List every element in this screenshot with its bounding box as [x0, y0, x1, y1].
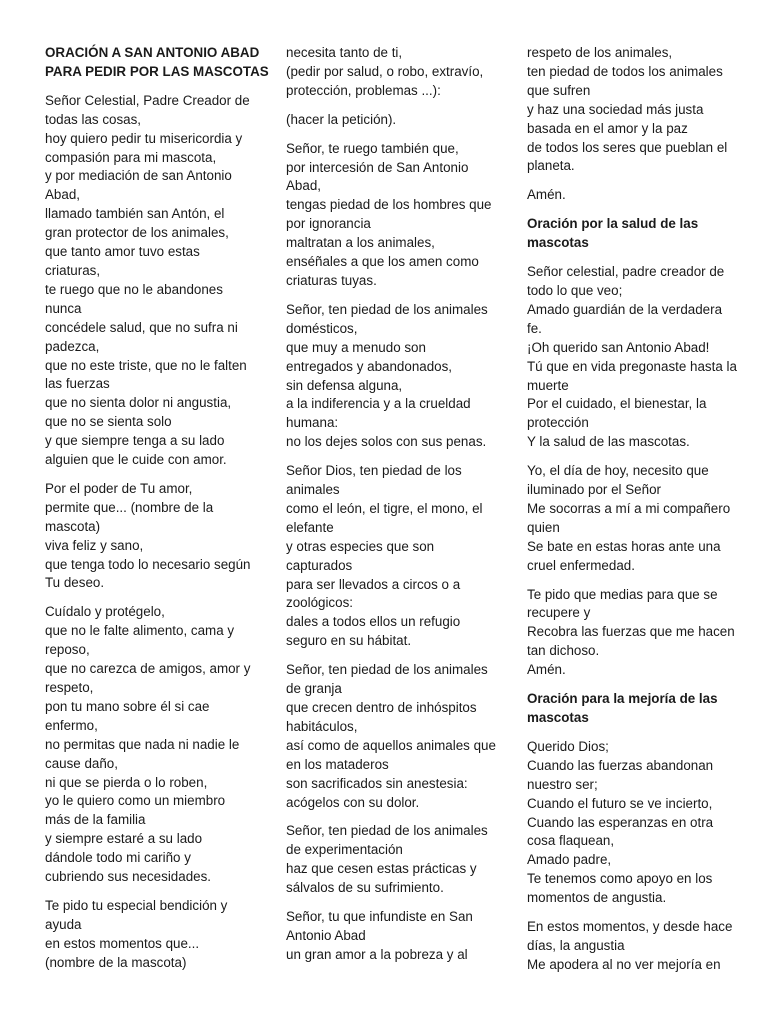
text-line: protección, problemas ...): [286, 82, 441, 98]
text-line: de todos los seres que pueblan el [527, 139, 728, 155]
text-line: Querido Dios; [527, 738, 609, 754]
text-line: (hacer la petición). [286, 111, 397, 127]
text-line: nunca [45, 300, 82, 316]
text-line: que sufren [527, 82, 591, 98]
text-line: habitáculos, [286, 718, 358, 734]
text-line: Abad, [45, 187, 80, 203]
text-line: cause daño, [45, 755, 118, 771]
text-line: por intercesión de San Antonio [286, 159, 469, 175]
text-line: las fuerzas [45, 376, 110, 392]
text-line: En estos momentos, y desde hace [527, 919, 733, 935]
text-line: que no sienta dolor ni angustia, [45, 395, 232, 411]
text-line: ¡Oh querido san Antonio Abad! [527, 339, 710, 355]
text-line: para ser llevados a circos o a [286, 576, 461, 592]
text-line: de granja [286, 681, 342, 697]
prayer-paragraph [527, 918, 737, 975]
prayer-paragraph [527, 186, 737, 205]
text-column-2 [286, 44, 496, 975]
text-line: yo le quiero como un miembro [45, 793, 226, 809]
prayer-paragraph [286, 661, 496, 812]
text-line: dales a todos ellos un refugio [286, 614, 461, 630]
text-line: por ignorancia [286, 216, 371, 232]
text-line: acógelos con su dolor. [286, 794, 420, 810]
text-line: cruel enfermedad. [527, 557, 635, 573]
prayer-paragraph [527, 44, 737, 176]
prayer-paragraph [286, 462, 496, 651]
prayer-paragraph [527, 586, 737, 681]
text-line: elefante [286, 519, 334, 535]
text-line: momentos de angustia. [527, 890, 667, 906]
text-line: Te tenemos como apoyo en los [527, 871, 713, 887]
text-line: pon tu mano sobre él si cae [45, 698, 210, 714]
text-line: PARA PEDIR POR LAS MASCOTAS [45, 63, 269, 79]
text-line: ORACIÓN A SAN ANTONIO ABAD [45, 45, 260, 60]
prayer-paragraph [45, 897, 273, 973]
text-line: animales [286, 482, 340, 498]
text-line: que no se sienta solo [45, 414, 172, 430]
text-line: Amén. [527, 187, 566, 203]
text-line: Por el poder de Tu amor, [45, 480, 193, 496]
text-line: no los dejes solos con sus penas. [286, 434, 487, 450]
text-line: Y la salud de las mascotas. [527, 434, 690, 450]
text-column-3 [527, 44, 737, 985]
text-line: que crecen dentro de inhóspitos [286, 700, 477, 715]
text-line: reposo, [45, 642, 90, 658]
prayer-paragraph [286, 44, 496, 101]
text-line: criaturas, [45, 262, 101, 278]
text-line: humana: [286, 415, 339, 431]
text-line: ayuda [45, 916, 82, 932]
text-line: entregados y abandonados, [286, 358, 453, 374]
text-line: concédele salud, que no sufra ni [45, 319, 238, 335]
text-line: que no le falte alimento, cama y [45, 623, 235, 639]
prayer-paragraph [45, 480, 273, 593]
prayer-paragraph [286, 908, 496, 965]
text-line: iluminado por el Señor [527, 482, 661, 498]
text-line: todo lo que veo; [527, 282, 623, 298]
section-heading [45, 44, 273, 82]
text-line: muerte [527, 377, 569, 393]
text-line: Por el cuidado, el bienestar, la [527, 396, 707, 412]
text-line: que muy a menudo son [286, 339, 426, 355]
text-line: compasión para mi mascota, [45, 149, 217, 165]
text-line: y siempre estaré a su lado [45, 831, 203, 847]
text-line: cubriendo sus necesidades. [45, 869, 212, 885]
text-line: un gran amor a la pobreza y al [286, 946, 468, 962]
prayer-paragraph [286, 822, 496, 898]
text-line: enséñales a que los amen como [286, 254, 479, 270]
section-heading [527, 215, 737, 253]
text-line: Cuando el futuro se ve incierto, [527, 795, 713, 811]
text-line: mascotas [527, 710, 589, 725]
text-line: Me socorras a mí a mi compañero [527, 500, 731, 516]
text-line: a la indiferencia y a la crueldad [286, 396, 471, 412]
text-line: Se bate en estas horas ante una [527, 538, 721, 554]
text-line: que no carezca de amigos, amor y [45, 661, 251, 677]
text-line: Tú que en vida pregonaste hasta la [527, 358, 737, 374]
text-line: nuestro ser; [527, 776, 598, 792]
text-line: respeto, [45, 680, 94, 695]
text-line: Señor Celestial, Padre Creador de [45, 92, 250, 108]
text-line: Te pido tu especial bendición y [45, 897, 228, 913]
text-line: haz que cesen estas prácticas y [286, 861, 477, 877]
text-line: alguien que le cuide con amor. [45, 452, 227, 468]
text-line: Yo, el día de hoy, necesito que [527, 463, 709, 479]
text-line: Señor Dios, ten piedad de los [286, 463, 462, 479]
text-line: tan dichoso. [527, 643, 600, 659]
prayer-paragraph [527, 462, 737, 575]
text-line: permite que... (nombre de la [45, 499, 214, 515]
text-line: respeto de los animales, [527, 45, 673, 60]
text-line: cosa flaquean, [527, 833, 615, 849]
prayer-paragraph [286, 140, 496, 291]
text-line: Señor, ten piedad de los animales [286, 823, 488, 839]
text-line: (nombre de la mascota) [45, 954, 187, 970]
text-line: zoológicos: [286, 595, 353, 611]
text-line: llamado también san Antón, el [45, 206, 225, 222]
text-line: Amén. [527, 662, 566, 678]
text-line: tengas piedad de los hombres que [286, 197, 492, 213]
text-line: ni que se pierda o lo roben, [45, 774, 208, 790]
text-line: dándole todo mi cariño y [45, 850, 191, 866]
text-line: sálvalos de su sufrimiento. [286, 880, 444, 896]
text-line: y que siempre tenga a su lado [45, 433, 225, 449]
text-line: protección [527, 415, 589, 431]
text-line: Oración por la salud de las [527, 216, 699, 232]
text-line: recupere y [527, 605, 591, 621]
text-line: Me apodera al no ver mejoría en [527, 956, 721, 972]
text-line: en los mataderos [286, 756, 389, 772]
text-line: Amado padre, [527, 852, 612, 868]
text-line: maltratan a los animales, [286, 235, 435, 251]
prayer-paragraph [286, 111, 496, 130]
text-line: y por mediación de san Antonio [45, 168, 232, 184]
prayer-paragraph [286, 301, 496, 452]
text-line: más de la familia [45, 812, 146, 828]
text-line: Señor celestial, padre creador de [527, 264, 725, 280]
text-line: (pedir por salud, o robo, extravío, [286, 63, 484, 79]
text-line: mascota) [45, 518, 101, 534]
prayer-paragraph [527, 263, 737, 452]
text-line: Señor, ten piedad de los animales [286, 301, 488, 317]
text-line: Tu deseo. [45, 575, 105, 591]
text-line: así como de aquellos animales que [286, 737, 496, 753]
text-line: Señor, te ruego también que, [286, 140, 459, 156]
text-line: Recobra las fuerzas que me hacen [527, 624, 735, 640]
text-line: capturados [286, 557, 353, 573]
text-line: ten piedad de todos los animales [527, 63, 723, 79]
text-line: criaturas tuyas. [286, 272, 377, 288]
text-line: sin defensa alguna, [286, 377, 403, 393]
text-line: mascotas [527, 235, 589, 251]
text-line: como el león, el tigre, el mono, el [286, 500, 483, 516]
text-line: y haz una sociedad más justa [527, 101, 704, 117]
text-line: que tanto amor tuvo estas [45, 244, 200, 260]
text-line: padezca, [45, 338, 100, 354]
text-line: que tenga todo lo necesario según [45, 556, 251, 572]
prayer-paragraph [45, 603, 273, 887]
text-line: Abad, [286, 178, 321, 194]
text-line: todas las cosas, [45, 111, 142, 127]
text-line: Señor, ten piedad de los animales [286, 662, 488, 678]
text-line: te ruego que no le abandones [45, 281, 223, 297]
text-line: domésticos, [286, 320, 358, 336]
text-line: no permitas que nada ni nadie le [45, 736, 240, 752]
text-line: y otras especies que son [286, 538, 435, 554]
text-line: quien [527, 519, 560, 535]
text-line: en estos momentos que... [45, 935, 200, 951]
text-line: hoy quiero pedir tu misericordia y [45, 130, 243, 146]
text-line: Amado guardián de la verdadera [527, 301, 723, 317]
text-line: Te pido que medias para que se [527, 586, 718, 602]
text-line: necesita tanto de ti, [286, 45, 403, 60]
section-heading [527, 690, 737, 728]
text-line: basada en el amor y la paz [527, 120, 688, 136]
text-line: Cuando las fuerzas abandonan [527, 757, 714, 773]
text-line: enfermo, [45, 717, 98, 733]
text-line: Oración para la mejoría de las [527, 691, 718, 707]
text-line: viva feliz y sano, [45, 537, 144, 553]
text-line: que no este triste, que no le falten [45, 357, 247, 373]
text-line: de experimentación [286, 842, 403, 858]
text-column-1 [45, 44, 273, 983]
text-line: días, la angustia [527, 937, 625, 953]
text-line: Cuando las esperanzas en otra [527, 814, 714, 830]
text-line: son sacrificados sin anestesia: [286, 775, 468, 791]
text-line: gran protector de los animales, [45, 225, 229, 241]
prayer-paragraph [527, 738, 737, 908]
text-line: fe. [527, 320, 542, 336]
text-line: planeta. [527, 158, 575, 174]
text-line: Señor, tu que infundiste en San [286, 909, 473, 925]
text-line: seguro en su hábitat. [286, 633, 412, 649]
text-line: Cuídalo y protégelo, [45, 604, 165, 620]
text-line: Antonio Abad [286, 927, 366, 943]
prayer-paragraph [45, 92, 273, 470]
